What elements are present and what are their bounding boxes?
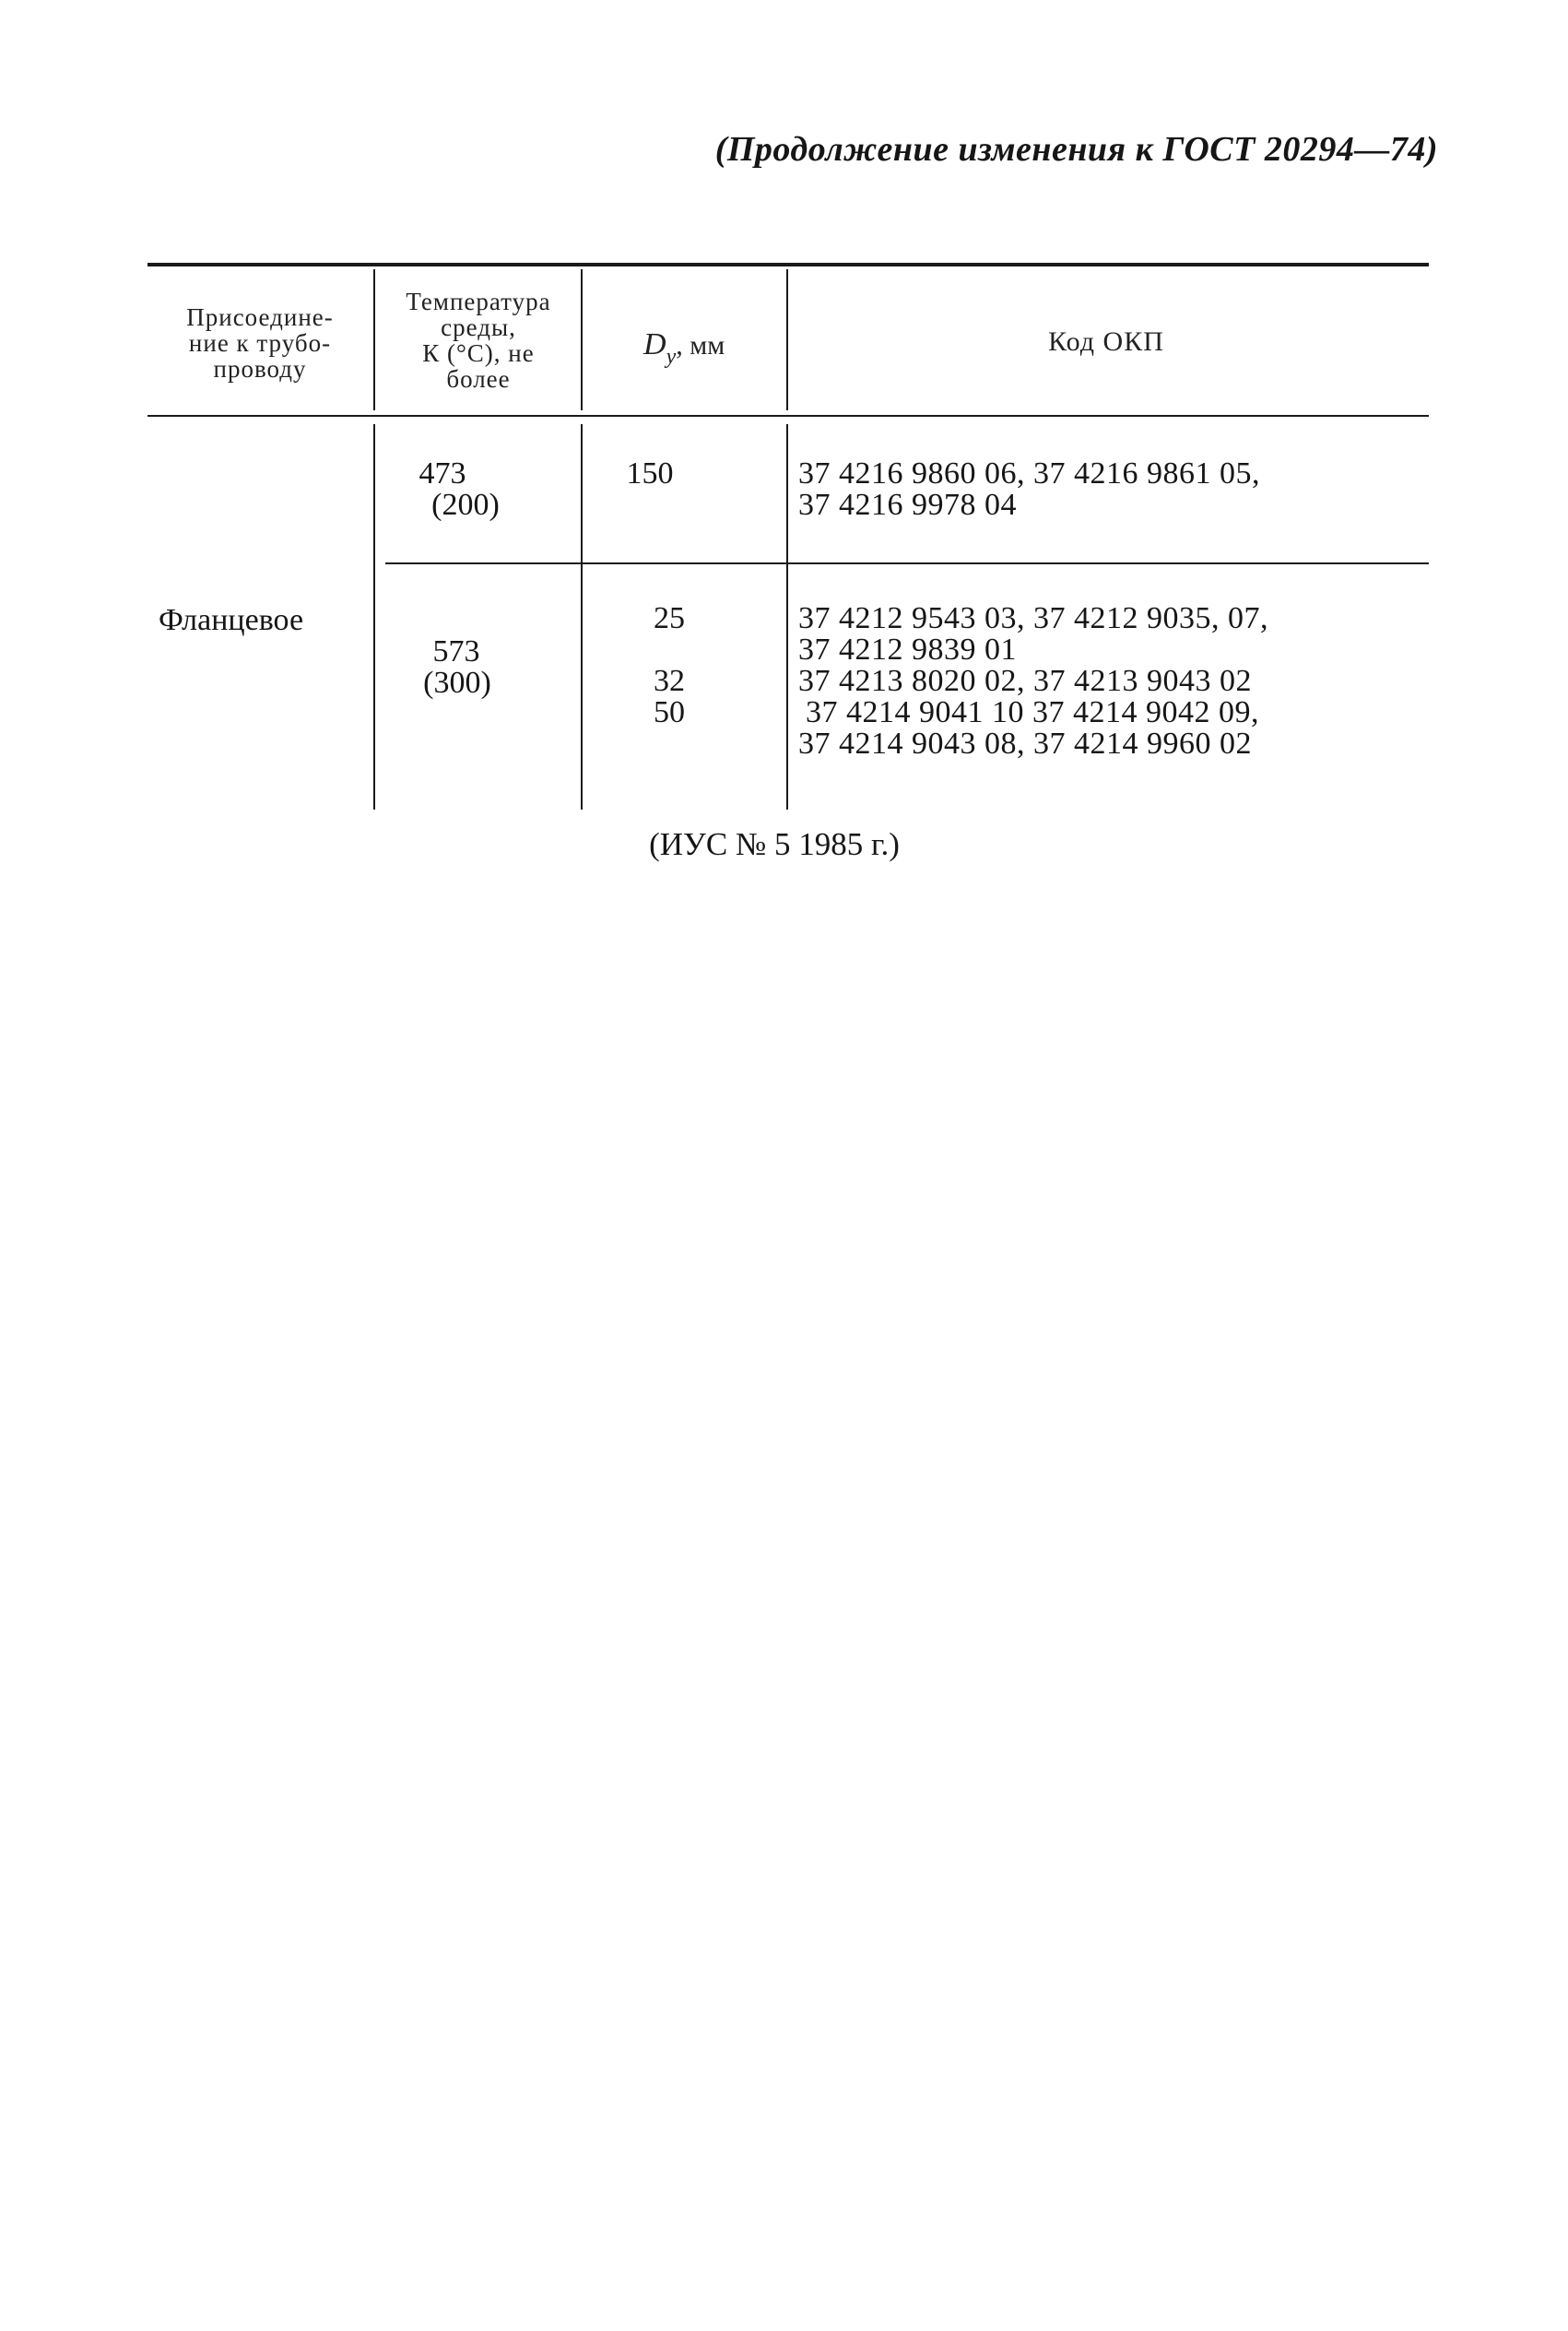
temperature-c: (300): [423, 666, 491, 700]
header-connection-line: ние к трубо-: [188, 329, 332, 357]
temperature-k: 573: [432, 634, 480, 669]
table-column-divider-3: [786, 269, 788, 410]
header-connection-line: Присоедине-: [186, 303, 334, 331]
table-column-divider-2-body: [581, 424, 583, 810]
header-dy: [643, 327, 725, 369]
okp-code-line: 37 4212 9543 03, 37 4212 9035, 07,: [798, 601, 1268, 635]
header-temperature-line: среды,: [441, 314, 516, 341]
okp-code-line: 37 4214 9043 08, 37 4214 9960 02: [798, 727, 1252, 761]
table-column-divider-2: [581, 269, 583, 410]
header-temperature-line: более: [446, 365, 511, 393]
header-dy-subscript: y: [666, 345, 677, 369]
okp-code-line: 37 4216 9860 06, 37 4216 9861 05,: [798, 456, 1260, 491]
footer-note: (ИУС № 5 1985 г.): [649, 826, 900, 862]
temperature-k: 473: [419, 456, 466, 491]
okp-code-line: 37 4213 8020 02, 37 4213 9043 02: [798, 664, 1252, 698]
table-top-rule: [147, 263, 1429, 266]
temperature-c: (200): [431, 488, 500, 522]
okp-code-line: 37 4216 9978 04: [798, 488, 1017, 522]
header-temperature: [378, 289, 579, 392]
connection-type: Фланцевое: [159, 603, 304, 637]
dy-value: 150: [626, 456, 674, 491]
header-dy-symbol: D: [643, 327, 666, 361]
dy-value: 32: [654, 664, 685, 698]
header-connection: [149, 304, 371, 382]
okp-code-line: 37 4212 9839 01: [798, 633, 1017, 667]
okp-code-line: 37 4214 9041 10 37 4214 9042 09,: [806, 695, 1259, 729]
dy-value: 50: [654, 695, 685, 729]
table-column-divider-1-body: [373, 424, 375, 810]
dy-value: 25: [654, 601, 685, 635]
header-okp-code: Код ОКП: [1048, 326, 1164, 357]
header-connection-line: проводу: [213, 355, 307, 383]
table-group-divider-rule: [385, 562, 1429, 564]
header-temperature-line: К (°С), не: [422, 339, 535, 367]
table-column-divider-1: [373, 269, 375, 410]
header-temperature-line: Температура: [406, 288, 551, 315]
table-header-bottom-rule: [147, 415, 1429, 417]
header-note: (Продолжение изменения к ГОСТ 20294—74): [714, 130, 1438, 169]
table-column-divider-3-body: [786, 424, 788, 810]
header-dy-unit: , мм: [676, 330, 725, 361]
